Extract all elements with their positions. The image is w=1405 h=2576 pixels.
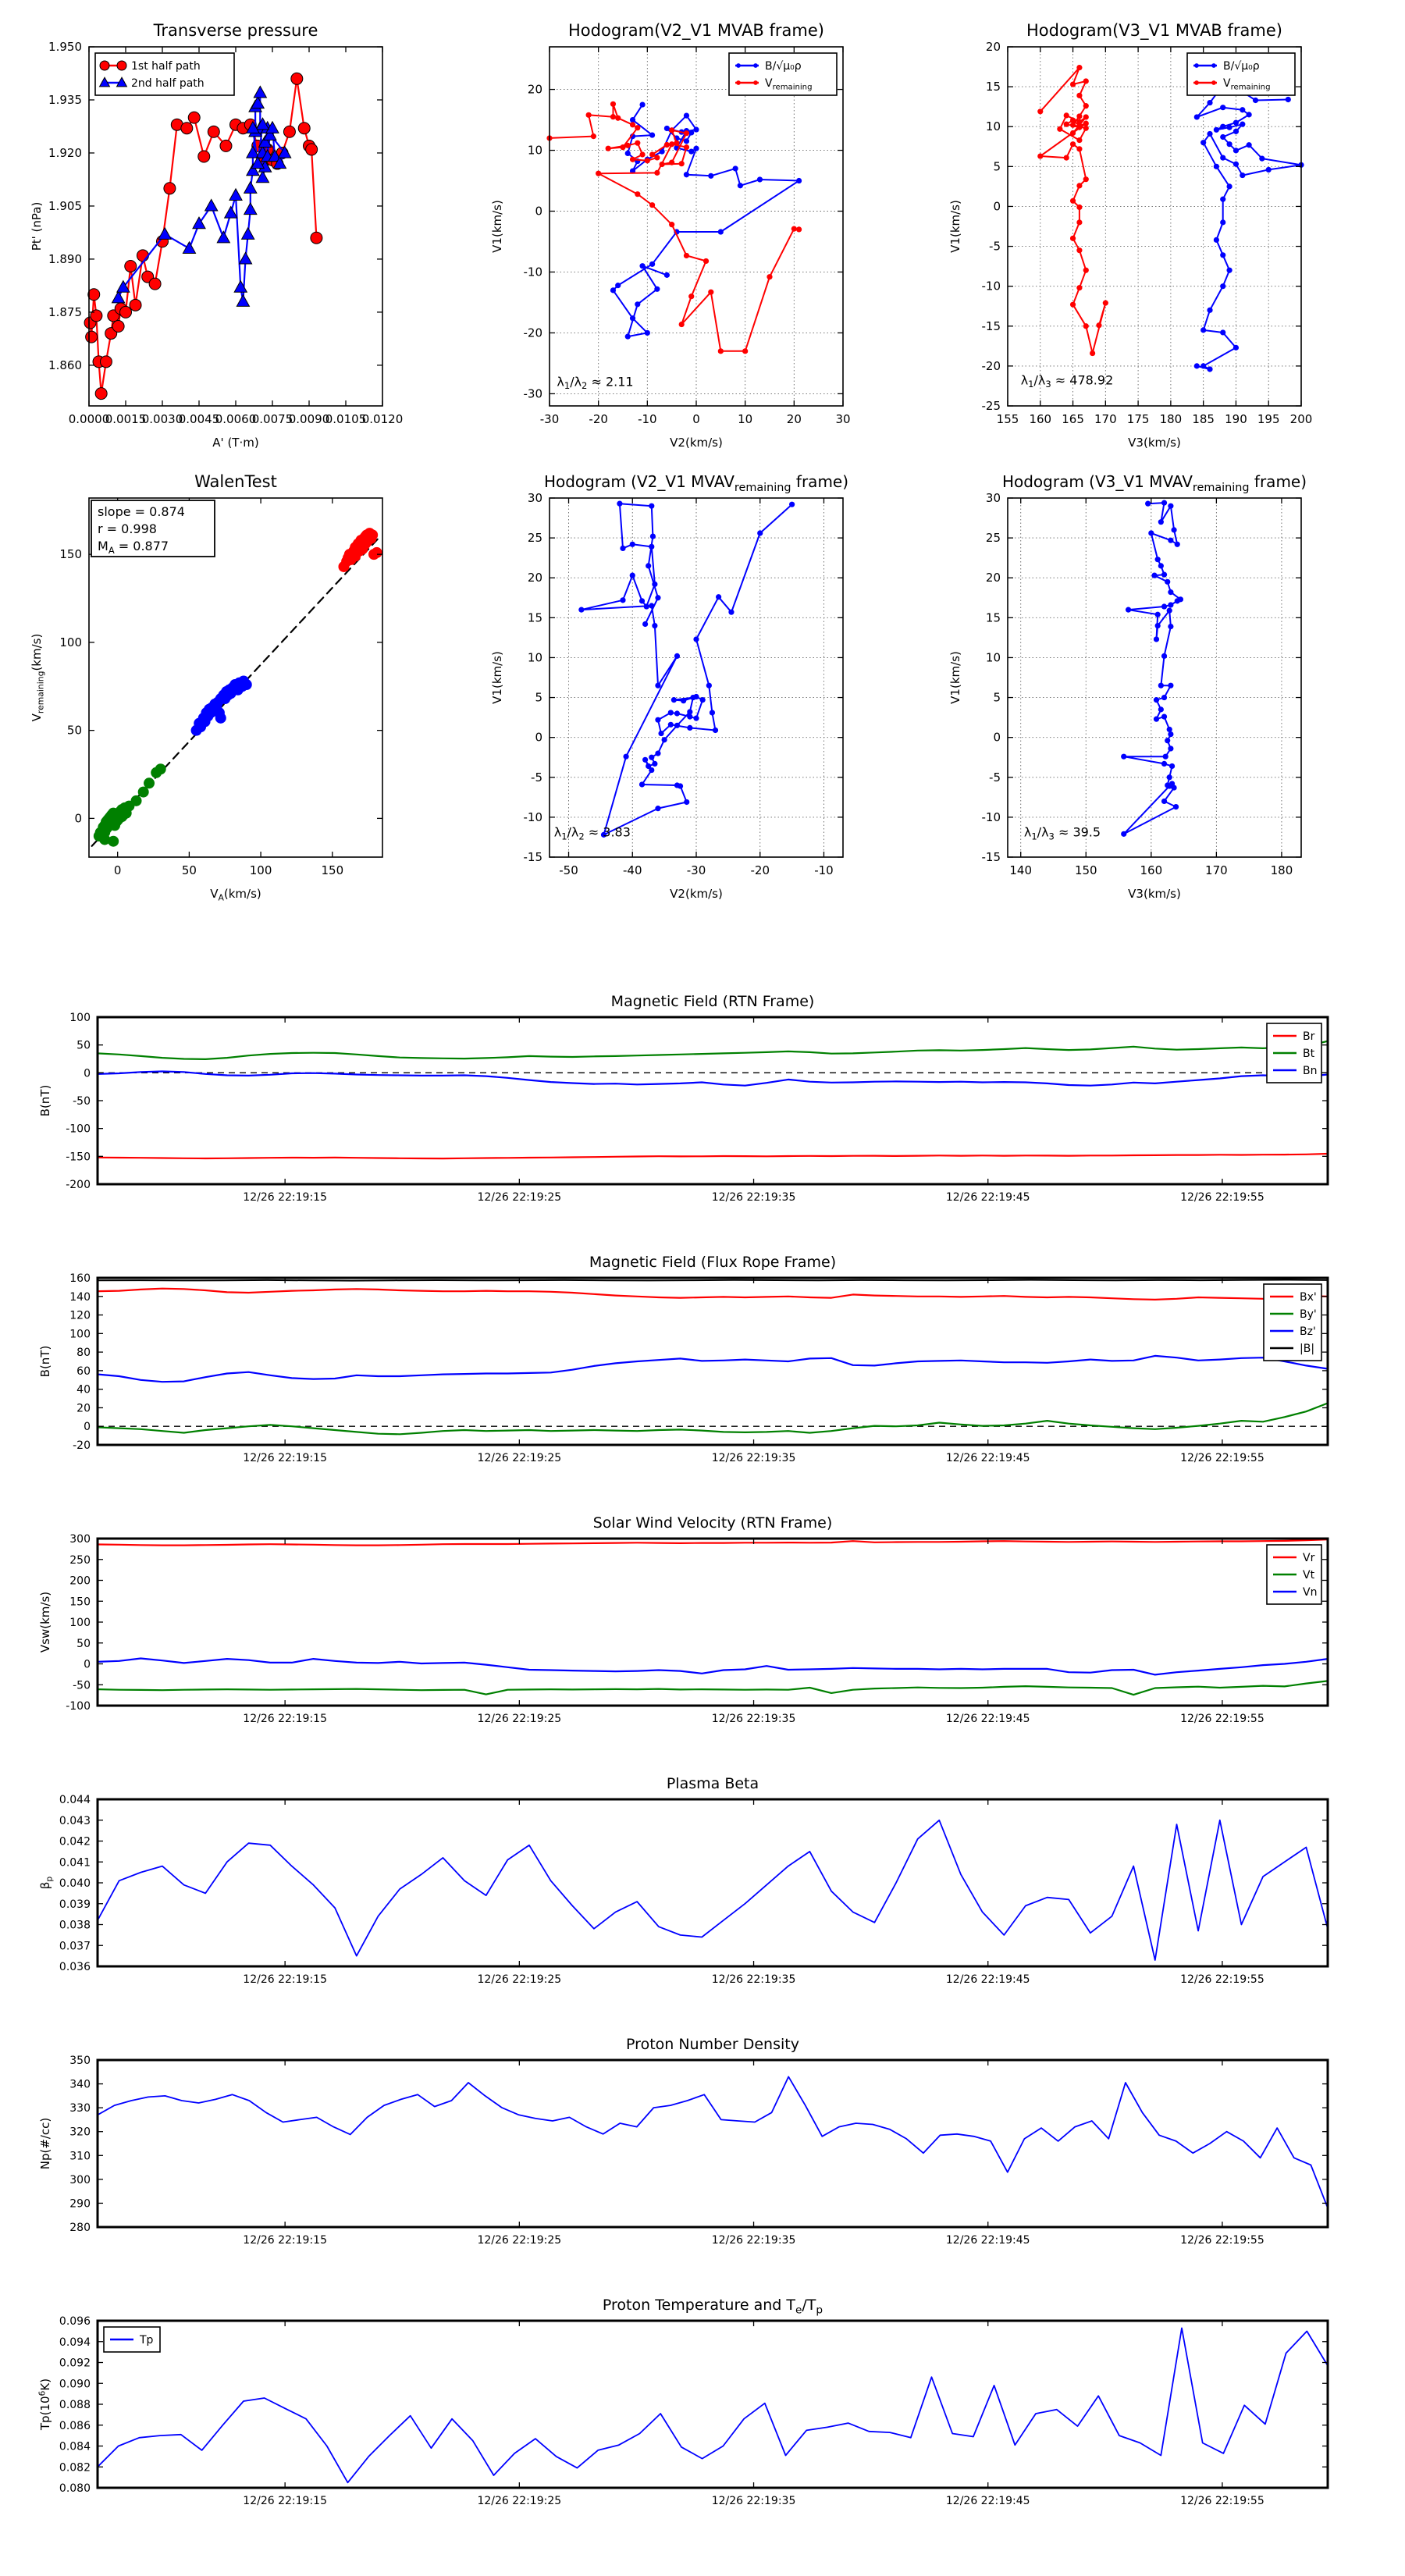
svg-text:12/26 22:19:45: 12/26 22:19:45 (945, 2495, 1030, 2507)
svg-text:12/26 22:19:25: 12/26 22:19:25 (477, 2495, 562, 2507)
svg-text:B(nT): B(nT) (38, 1345, 52, 1378)
svg-text:0.094: 0.094 (59, 2336, 91, 2349)
svg-text:V1(km/s): V1(km/s) (490, 651, 504, 704)
svg-text:-20: -20 (750, 863, 770, 877)
svg-text:1.935: 1.935 (48, 92, 82, 107)
svg-text:Magnetic Field (RTN Frame): Magnetic Field (RTN Frame) (610, 993, 815, 1010)
svg-text:-20: -20 (523, 326, 542, 340)
svg-text:V2(km/s): V2(km/s) (670, 436, 723, 450)
svg-text:V1(km/s): V1(km/s) (948, 651, 962, 704)
svg-text:Bx': Bx' (1300, 1291, 1317, 1304)
svg-text:-50: -50 (559, 863, 578, 877)
svg-text:12/26 22:19:45: 12/26 22:19:45 (945, 1713, 1030, 1725)
svg-text:280: 280 (69, 2222, 91, 2234)
svg-text:-10: -10 (523, 809, 542, 824)
svg-text:175: 175 (1126, 412, 1150, 426)
svg-text:-5: -5 (989, 239, 1001, 254)
svg-text:12/26 22:19:25: 12/26 22:19:25 (477, 2234, 562, 2247)
svg-text:B/√μ₀ρ: B/√μ₀ρ (1223, 60, 1260, 73)
chart-plasma-beta (0, 1765, 1405, 2026)
svg-text:Vremaining: $V_{remaining}$ (1223, 77, 1271, 92)
svg-text:12/26 22:19:25: 12/26 22:19:25 (477, 1713, 562, 1725)
svg-text:-15: -15 (981, 318, 1001, 333)
svg-text:12/26 22:19:35: 12/26 22:19:35 (711, 1973, 796, 1986)
svg-text:150: 150 (69, 1596, 91, 1609)
svg-text:20: 20 (985, 40, 1001, 54)
svg-text:-50: -50 (73, 1095, 91, 1108)
svg-text:Vr: Vr (1303, 1552, 1315, 1565)
svg-text:0.0120: 0.0120 (361, 412, 404, 426)
svg-text:200: 200 (1289, 412, 1313, 426)
svg-text:0.0045: 0.0045 (178, 412, 220, 426)
svg-text:Solar Wind Velocity (RTN Frame: Solar Wind Velocity (RTN Frame) (592, 1514, 833, 1532)
svg-text:-10: -10 (981, 279, 1001, 294)
svg-text:155: 155 (996, 412, 1019, 426)
svg-text:150: 150 (1074, 863, 1097, 877)
svg-text:-100: -100 (66, 1123, 91, 1136)
svg-text:290: 290 (69, 2197, 91, 2211)
svg-text:-100: -100 (66, 1700, 91, 1713)
svg-text:-15: -15 (981, 850, 1001, 864)
svg-text:Bn: Bn (1303, 1065, 1318, 1078)
svg-text:12/26 22:19:15: 12/26 22:19:15 (243, 2495, 327, 2507)
svg-text:-20: -20 (981, 358, 1001, 373)
svg-text:20: 20 (985, 571, 1001, 585)
svg-text:-30: -30 (539, 412, 560, 426)
svg-text:160: 160 (69, 1272, 91, 1285)
svg-text:Np(#/cc): Np(#/cc) (38, 2117, 52, 2170)
svg-text:slope = 0.874: slope = 0.874 (98, 504, 185, 519)
svg-text:15: 15 (527, 610, 542, 625)
svg-text:320: 320 (69, 2126, 91, 2139)
svg-text:-30: -30 (686, 863, 706, 877)
svg-text:-200: -200 (66, 1179, 91, 1191)
svg-text:12/26 22:19:55: 12/26 22:19:55 (1180, 1191, 1264, 1204)
svg-text:12/26 22:19:45: 12/26 22:19:45 (945, 1452, 1030, 1464)
svg-text:V2(km/s): V2(km/s) (670, 887, 723, 901)
svg-text:1.860: 1.860 (48, 358, 82, 372)
svg-text:170: 170 (1094, 412, 1117, 426)
svg-text:Transverse pressure: Transverse pressure (153, 21, 318, 40)
svg-text:λ1/λ2 ≈ 2.11: $\lambda_1/\lambda_2 \approx 2.11$ (557, 374, 634, 392)
svg-text:B(nT): B(nT) (38, 1084, 52, 1117)
svg-text:30: 30 (527, 491, 542, 505)
svg-text:Proton Temperature and Te/Tp: Proton Temperature and Te/Tp (602, 2297, 823, 2317)
chart-solar-wind-velocity (0, 1504, 1405, 1765)
svg-text:12/26 22:19:35: 12/26 22:19:35 (711, 2234, 796, 2247)
svg-text:1.920: 1.920 (48, 145, 82, 160)
svg-text:V3(km/s): V3(km/s) (1128, 887, 1181, 901)
svg-text:50: 50 (76, 1637, 91, 1650)
svg-text:λ1/λ3 ≈ 478.92: $\lambda_1/\lambda_3 \approx 478.92$ (1020, 372, 1114, 390)
svg-text:-20: -20 (589, 412, 608, 426)
svg-text:0: 0 (84, 1421, 91, 1434)
svg-text:Bz': Bz' (1300, 1325, 1316, 1339)
chart-hodogram-v3v1-mvav (941, 461, 1384, 910)
svg-text:Proton Number Density: Proton Number Density (626, 2036, 799, 2053)
svg-text:0.086: 0.086 (59, 2419, 91, 2432)
svg-text:WalenTest: WalenTest (194, 472, 277, 491)
svg-text:0: 0 (993, 199, 1001, 214)
svg-text:100: 100 (59, 635, 82, 649)
svg-text:0: 0 (993, 730, 1001, 745)
svg-text:100: 100 (249, 863, 272, 877)
svg-text:190: 190 (1225, 412, 1247, 426)
svg-text:Vremaining: $V_{remaining}$ (765, 77, 813, 92)
svg-text:12/26 22:19:35: 12/26 22:19:35 (711, 1452, 796, 1464)
svg-text:200: 200 (69, 1574, 91, 1588)
svg-text:5: 5 (993, 690, 1001, 705)
svg-text:12/26 22:19:55: 12/26 22:19:55 (1180, 1973, 1264, 1986)
svg-text:12/26 22:19:55: 12/26 22:19:55 (1180, 2495, 1264, 2507)
svg-text:140: 140 (1009, 863, 1033, 877)
svg-text:12/26 22:19:25: 12/26 22:19:25 (477, 1191, 562, 1204)
svg-text:0.041: 0.041 (59, 1856, 91, 1870)
svg-text:0.040: 0.040 (59, 1877, 91, 1890)
svg-text:0.0090: 0.0090 (288, 412, 330, 426)
svg-text:0.039: 0.039 (59, 1898, 91, 1911)
chart-proton-temperature (0, 2286, 1405, 2547)
svg-text:-5: -5 (531, 770, 542, 785)
svg-text:12/26 22:19:55: 12/26 22:19:55 (1180, 2234, 1264, 2247)
svg-text:100: 100 (69, 1012, 91, 1024)
svg-text:10: 10 (985, 650, 1001, 665)
svg-text:15: 15 (985, 610, 1001, 625)
svg-text:160: 160 (1029, 412, 1052, 426)
chart-hodogram-v2v1-mvab (482, 9, 926, 459)
svg-text:-40: -40 (623, 863, 642, 877)
svg-text:0.082: 0.082 (59, 2461, 91, 2475)
svg-text:2nd half path: 2nd half path (131, 77, 205, 91)
svg-text:185: 185 (1192, 412, 1215, 426)
svg-text:0: 0 (692, 412, 700, 426)
svg-text:100: 100 (69, 1328, 91, 1341)
svg-text:60: 60 (76, 1364, 91, 1378)
svg-text:B/√μ₀ρ: B/√μ₀ρ (765, 60, 802, 73)
svg-text:25: 25 (985, 531, 1001, 546)
svg-text:-15: -15 (523, 850, 542, 864)
svg-text:12/26 22:19:55: 12/26 22:19:55 (1180, 1713, 1264, 1725)
svg-text:250: 250 (69, 1553, 91, 1567)
svg-text:350: 350 (69, 2055, 91, 2067)
svg-text:Hodogram(V2_V1 MVAB frame): Hodogram(V2_V1 MVAB frame) (568, 21, 824, 40)
svg-text:1st half path: 1st half path (131, 60, 201, 73)
svg-text:0: 0 (74, 811, 82, 826)
svg-text:Bt: Bt (1303, 1048, 1315, 1061)
svg-text:Vremaining(km/s): $V_{remaining}(km/s)$ (30, 633, 46, 722)
svg-text:0.044: 0.044 (59, 1794, 91, 1806)
svg-text:-10: -10 (814, 863, 834, 877)
svg-text:160: 160 (1140, 863, 1163, 877)
svg-text:0: 0 (535, 730, 542, 745)
svg-text:0: 0 (113, 863, 122, 877)
svg-text:-150: -150 (66, 1151, 91, 1164)
svg-text:10: 10 (738, 412, 753, 426)
svg-text:12/26 22:19:55: 12/26 22:19:55 (1180, 1452, 1264, 1464)
svg-text:40: 40 (76, 1383, 91, 1397)
svg-text:1.950: 1.950 (48, 40, 82, 54)
svg-text:10: 10 (985, 119, 1001, 134)
chart-hodogram-v2v1-mvav (482, 461, 926, 910)
svg-text:V1(km/s): V1(km/s) (948, 200, 962, 253)
svg-text:30: 30 (835, 412, 851, 426)
svg-text:Plasma Beta: Plasma Beta (666, 1775, 759, 1792)
svg-text:330: 330 (69, 2102, 91, 2115)
svg-text:-5: -5 (989, 770, 1001, 785)
svg-text:VA(km/s): $V_A(km/s)$ (210, 887, 261, 903)
svg-text:0.043: 0.043 (59, 1814, 91, 1827)
svg-text:50: 50 (76, 1039, 91, 1052)
svg-text:12/26 22:19:35: 12/26 22:19:35 (711, 1713, 796, 1725)
chart-magnetic-field-flux-rope (0, 1244, 1405, 1504)
svg-text:0: 0 (84, 1067, 91, 1080)
svg-text:12/26 22:19:25: 12/26 22:19:25 (477, 1452, 562, 1464)
svg-text:12/26 22:19:15: 12/26 22:19:15 (243, 1713, 327, 1725)
svg-text:150: 150 (59, 547, 82, 562)
svg-text:5: 5 (993, 159, 1001, 174)
svg-text:30: 30 (985, 491, 1001, 505)
svg-text:100: 100 (69, 1617, 91, 1629)
svg-text:140: 140 (69, 1290, 91, 1304)
svg-text:1.875: 1.875 (48, 304, 82, 319)
svg-text:-10: -10 (981, 809, 1001, 824)
svg-text:1.905: 1.905 (48, 198, 82, 213)
svg-text:170: 170 (1205, 863, 1228, 877)
svg-text:0.037: 0.037 (59, 1940, 91, 1953)
svg-text:0.092: 0.092 (59, 2357, 91, 2370)
svg-text:10: 10 (527, 650, 542, 665)
svg-text:300: 300 (69, 2173, 91, 2186)
svg-text:0.084: 0.084 (59, 2440, 91, 2453)
svg-text:Pt' (nPa): Pt' (nPa) (30, 201, 44, 251)
svg-text:1.890: 1.890 (48, 251, 82, 266)
svg-text:0.038: 0.038 (59, 1919, 91, 1932)
svg-text:Vt: Vt (1303, 1569, 1315, 1582)
svg-text:Br: Br (1303, 1030, 1315, 1044)
svg-text:15: 15 (985, 80, 1001, 94)
svg-text:12/26 22:19:15: 12/26 22:19:15 (243, 1973, 327, 1986)
svg-text:12/26 22:19:45: 12/26 22:19:45 (945, 1191, 1030, 1204)
svg-text:Tp(106K): $Tp(10^6K)$ (37, 2378, 52, 2431)
svg-text:Magnetic Field (Flux Rope Fram: Magnetic Field (Flux Rope Frame) (589, 1254, 837, 1271)
svg-text:0.080: 0.080 (59, 2482, 91, 2495)
svg-text:0.0000: 0.0000 (68, 412, 110, 426)
svg-text:5: 5 (535, 690, 542, 705)
svg-text:0: 0 (84, 1658, 91, 1671)
svg-text:-20: -20 (73, 1439, 91, 1452)
svg-text:0.042: 0.042 (59, 1835, 91, 1848)
svg-text:0: 0 (535, 204, 542, 219)
svg-text:12/26 22:19:35: 12/26 22:19:35 (711, 2495, 796, 2507)
svg-text:0.096: 0.096 (59, 2315, 91, 2328)
svg-text:20: 20 (527, 82, 542, 97)
svg-text:-50: -50 (73, 1679, 91, 1692)
svg-text:-10: -10 (638, 412, 657, 426)
svg-text:12/26 22:19:35: 12/26 22:19:35 (711, 1191, 796, 1204)
svg-text:20: 20 (786, 412, 802, 426)
svg-text:20: 20 (76, 1402, 91, 1415)
svg-text:150: 150 (321, 863, 344, 877)
svg-text:0.0075: 0.0075 (251, 412, 293, 426)
svg-text:By': By' (1300, 1308, 1317, 1322)
svg-text:10: 10 (527, 143, 542, 158)
svg-text:120: 120 (69, 1309, 91, 1322)
svg-text:Hodogram (V2_V1 MVAVremaining: Hodogram (V2_V1 MVAVremaining frame) (543, 472, 849, 494)
svg-text:Vn: Vn (1303, 1586, 1318, 1599)
svg-text:λ1/λ2 ≈ 3.83: $\lambda_1/\lambda_2 \approx 3.83$ (553, 824, 631, 842)
svg-text:50: 50 (181, 863, 197, 877)
chart-transverse-pressure (22, 9, 465, 459)
svg-text:0.088: 0.088 (59, 2399, 91, 2411)
svg-text:0.090: 0.090 (59, 2378, 91, 2391)
svg-text:0.0060: 0.0060 (215, 412, 257, 426)
svg-text:Hodogram (V3_V1 MVAVremaining: Hodogram (V3_V1 MVAVremaining frame) (1001, 472, 1307, 494)
svg-text:0.0015: 0.0015 (105, 412, 147, 426)
svg-text:V3(km/s): V3(km/s) (1128, 436, 1181, 450)
svg-text:12/26 22:19:15: 12/26 22:19:15 (243, 1191, 327, 1204)
svg-text:12/26 22:19:15: 12/26 22:19:15 (243, 2234, 327, 2247)
svg-text:180: 180 (1159, 412, 1183, 426)
svg-text:λ1/λ3 ≈ 39.5: $\lambda_1/\lambda_3 \approx 39.5$ (1023, 824, 1101, 842)
svg-text:80: 80 (76, 1347, 91, 1360)
svg-text:A' (T·m): A' (T·m) (212, 436, 259, 450)
svg-text:0.036: 0.036 (59, 1961, 91, 1973)
svg-text:12/26 22:19:25: 12/26 22:19:25 (477, 1973, 562, 1986)
chart-hodogram-v3v1-mvab (941, 9, 1384, 459)
svg-text:340: 340 (69, 2078, 91, 2091)
svg-text:Tp: Tp (140, 2334, 154, 2347)
svg-text:βp: $\beta_p$ (38, 1876, 55, 1890)
svg-text:12/26 22:19:15: 12/26 22:19:15 (243, 1452, 327, 1464)
svg-text:MA = 0.877: $M_A = 0.877$ (98, 539, 169, 556)
svg-text:r = 0.998: r = 0.998 (98, 521, 157, 536)
chart-walen-test (22, 461, 465, 910)
svg-text:310: 310 (69, 2150, 91, 2163)
svg-text:|B|: |B| (1300, 1343, 1315, 1356)
svg-text:20: 20 (527, 571, 542, 585)
svg-text:0.0030: 0.0030 (141, 412, 183, 426)
svg-text:50: 50 (66, 723, 82, 738)
svg-text:-30: -30 (523, 386, 542, 401)
svg-text:0.0105: 0.0105 (325, 412, 367, 426)
svg-text:12/26 22:19:45: 12/26 22:19:45 (945, 2234, 1030, 2247)
svg-text:300: 300 (69, 1533, 91, 1546)
svg-text:V1(km/s): V1(km/s) (490, 200, 504, 253)
svg-text:Hodogram(V3_V1 MVAB frame): Hodogram(V3_V1 MVAB frame) (1026, 21, 1282, 40)
svg-text:25: 25 (527, 531, 542, 546)
svg-text:165: 165 (1062, 412, 1084, 426)
svg-text:12/26 22:19:45: 12/26 22:19:45 (945, 1973, 1030, 1986)
chart-magnetic-field-rtn (0, 983, 1405, 1244)
svg-text:Vsw(km/s): Vsw(km/s) (38, 1591, 52, 1653)
chart-proton-number-density (0, 2026, 1405, 2286)
svg-text:-10: -10 (523, 265, 542, 279)
svg-text:180: 180 (1270, 863, 1293, 877)
svg-text:195: 195 (1257, 412, 1280, 426)
svg-text:-25: -25 (981, 399, 1001, 413)
